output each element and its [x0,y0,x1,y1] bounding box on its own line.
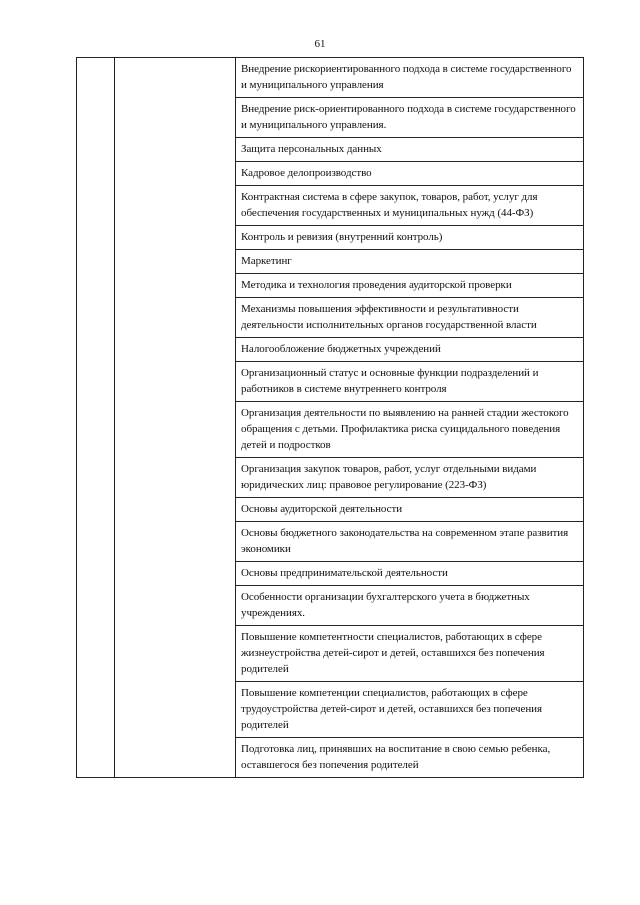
topic-cell: Основы аудиторской деятельности [236,498,584,522]
page-number: 61 [314,38,326,50]
topic-cell: Особенности организации бухгалтерского учета в бюджетных учреждениях. [236,586,584,626]
topic-cell: Повышение компетенции специалистов, работающих в сфере трудоустройства детей-сирот и детей, оставшихся без попечения родителей [236,682,584,738]
topic-cell: Контрактная система в сфере закупок, товаров, работ, услуг для обеспечения государственных и муниципальных нужд (44-ФЗ) [236,186,584,226]
topic-cell: Контроль и ревизия (внутренний контроль) [236,226,584,250]
topic-cell: Организационный статус и основные функции подразделений и работников в системе внутреннего контроля [236,362,584,402]
topics-table [76,57,584,778]
topic-cell: Организация деятельности по выявлению на ранней стадии жестокого обращения с детьми. Профилактика риска суицидального поведения детей и подростков [236,402,584,458]
table-body [77,58,584,778]
topic-cell: Защита персональных данных [236,138,584,162]
topic-cell: Маркетинг [236,250,584,274]
topic-cell: Повышение компетентности специалистов, работающих в сфере жизнеустройства детей-сирот и детей, оставшихся без попечения родителей [236,626,584,682]
topic-cell: Организация закупок товаров, работ, услуг отдельными видами юридических лиц: правовое регулирование (223-ФЗ) [236,458,584,498]
topic-cell: Основы бюджетного законодательства на современном этапе развития экономики [236,522,584,562]
topic-cell: Основы предпринимательской деятельности [236,562,584,586]
table-row [77,58,584,98]
topic-cell: Подготовка лиц, принявших на воспитание в свою семью ребенка, оставшегося без попечения родителей [236,738,584,778]
topic-cell: Налогообложение бюджетных учреждений [236,338,584,362]
topic-cell: Кадровое делопроизводство [236,162,584,186]
topic-cell: Методика и технология проведения аудиторской проверки [236,274,584,298]
topic-cell: Внедрение риск-ориентированного подхода в системе государственного и муниципального управления. [236,98,584,138]
category-column-cell [115,58,236,778]
topic-cell: Механизмы повышения эффективности и результативности деятельности исполнительных органов государственной власти [236,298,584,338]
number-column-cell [77,58,115,778]
topic-cell: Внедрение рискориентированного подхода в системе государственного и муниципального управления [236,58,584,98]
